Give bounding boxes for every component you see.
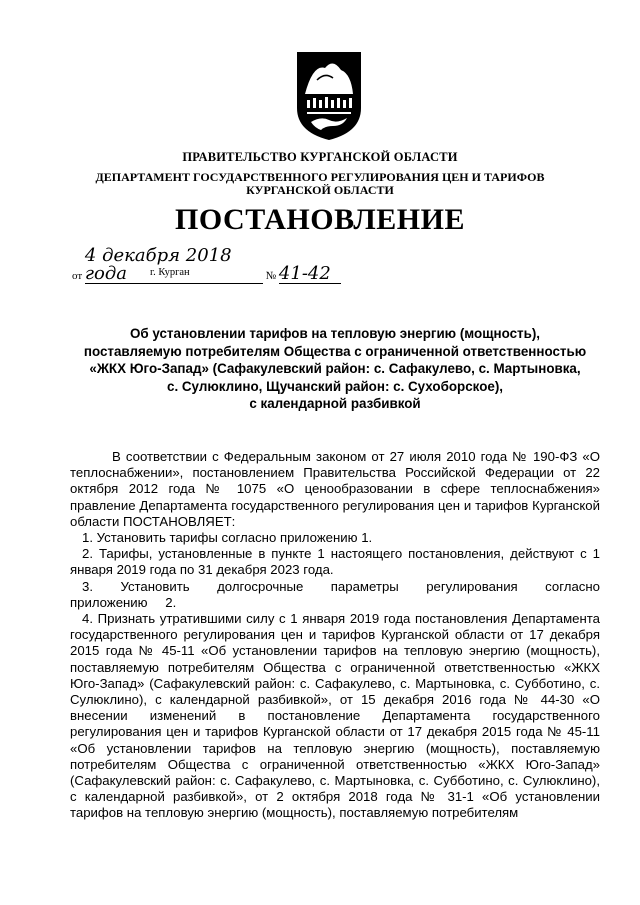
department-line-1: ДЕПАРТАМЕНТ ГОСУДАРСТВЕННОГО РЕГУЛИРОВАНИЯ ЦЕН И ТАРИФОВ (95, 170, 545, 184)
subject-line: с календарной разбивкой (249, 396, 421, 412)
from-label: от (72, 270, 83, 282)
government-name: ПРАВИТЕЛЬСТВО КУРГАНСКОЙ ОБЛАСТИ (182, 150, 458, 164)
subject-line: «ЖКХ Юго-Запад» (Сафакулевский район: с. Сафакулево, с. Мартыновка, (89, 361, 581, 377)
document-type: ПОСТАНОВЛЕНИЕ (175, 203, 465, 236)
document-body (70, 449, 600, 822)
subject-line: с. Сулюклино, Щучанский район: с. Сухоборское), (167, 378, 503, 394)
preamble-paragraph: В соответствии с Федеральным законом от 27 июля 2010 года № 190-ФЗ «О теплоснабжении», постановлением Правительства Российской Федерации от 22 октября 2012 года № 1075 «О ценообразовании в сфере теплоснабжения» правление Департамента государственного регулирования цен и тарифов Курганской области ПОСТАНОВЛЯЕТ: (70, 449, 600, 529)
city: г. Курган (150, 267, 190, 278)
department-name (0, 171, 640, 197)
dateline (72, 247, 341, 284)
department-line-2: КУРГАНСКОЙ ОБЛАСТИ (246, 183, 394, 197)
item-3: 3. Установить долгосрочные параметры регулирования согласно приложению 2. (70, 578, 600, 610)
item-2: 2. Тарифы, установленные в пункте 1 настоящего постановления, действуют с 1 января 2019 года по 31 декабря 2023 года. (70, 546, 600, 578)
subject-line: поставляемую потребителям Общества с ограниченной ответственностью (83, 343, 587, 359)
document-subject (70, 325, 600, 413)
number-label: № (265, 270, 277, 282)
item-4: 4. Признать утратившими силу с 1 января 2019 года постановления Департамента государственного регулирования цен и тарифов Курганской области от 17 декабря 2015 года № 45-11 «Об установлении тарифов на тепловую энергию (мощность), поставляемую потребителям Общества с ограниченной ответственностью «ЖКХ Юго-Запад» (Сафакулевский район: с. Сафакулево, с. Мартыновка, с. Субботино, с. Сулюклино), с календарной разбивкой», от 15 декабря 2016 года № 44-30 «О внесении изменений в постановление Департамента государственного регулирования цен и тарифов Курганской области от 17 декабря 2015 года № 45-11 «Об установлении тарифов на тепловую энергию (мощность), поставляемую потребителям Общества с ограниченной ответственностью «ЖКХ Юго-Запад» (Сафакулевский район: с. Сафакулево, с. Мартыновка, с. Субботино, с. Сулюклино), с календарной разбивкой», от 2 октября 2018 года № 31-1 «Об установлении тарифов на тепловую энергию (мощность), поставляемую потребителям (70, 611, 600, 821)
handwritten-date: 4 декабря 2018 года (85, 247, 263, 284)
item-1: 1. Установить тарифы согласно приложению 1. (82, 530, 373, 546)
handwritten-number: 41-42 (279, 265, 341, 284)
subject-line: Об установлении тарифов на тепловую энергию (мощность), (129, 326, 541, 341)
coat-of-arms-icon (295, 50, 363, 142)
